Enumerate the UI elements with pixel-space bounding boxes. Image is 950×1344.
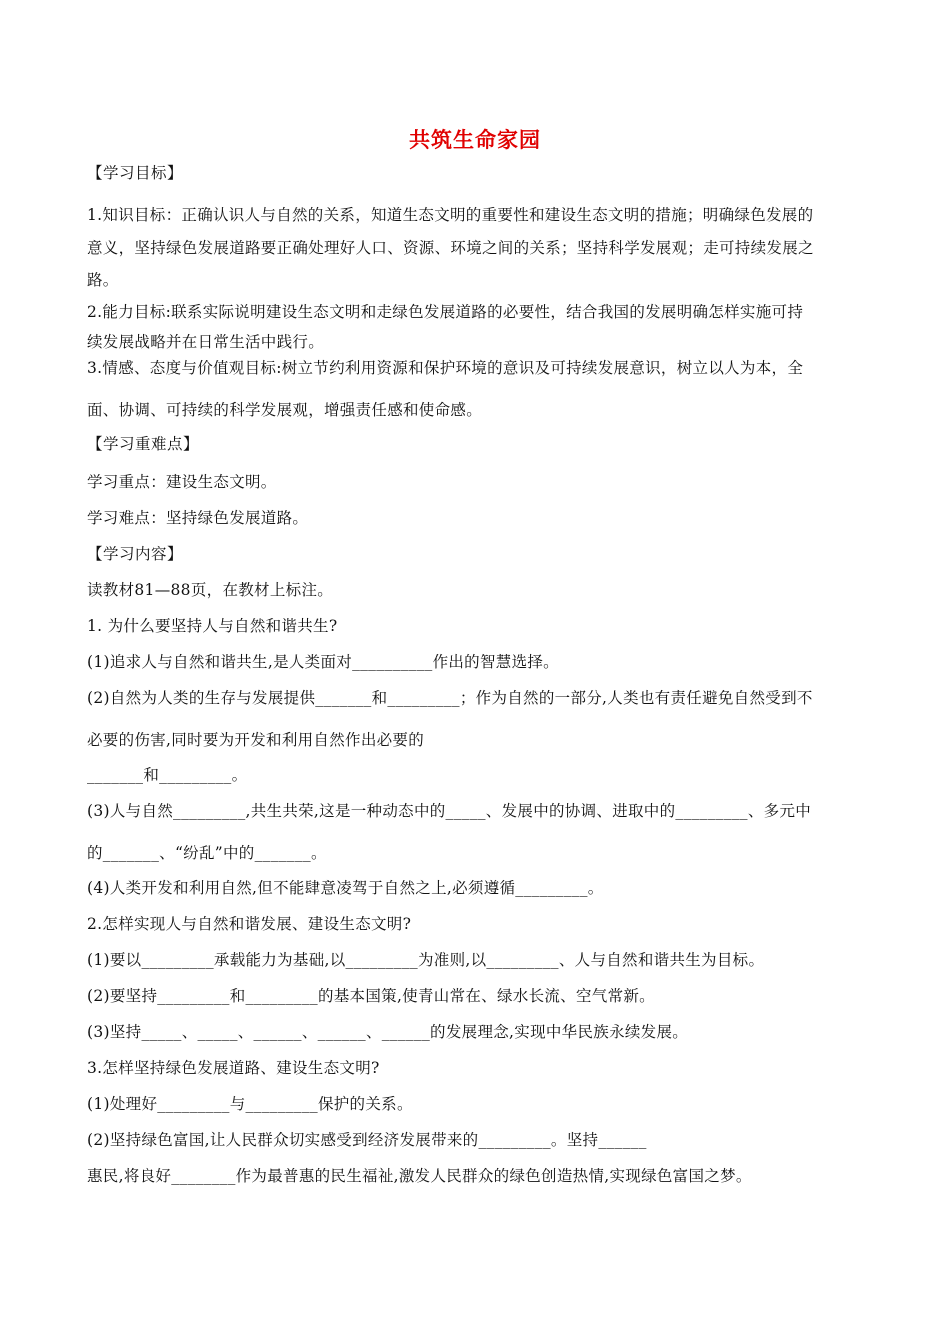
key-difficulty: 学习难点：坚持绿色发展道路。 (87, 509, 309, 527)
question-1: 1. 为什么要坚持人与自然和谐共生? (87, 617, 338, 635)
goals-heading: 【学习目标】 (87, 164, 184, 182)
question-2-item-2: (2)要坚持_________和_________的基本国策,使青山常在、绿水长流、空气常新。 (87, 987, 655, 1005)
page-title: 共筑生命家园 (409, 128, 541, 152)
question-1-item-1: (1)追求人与自然和谐共生,是人类面对__________作出的智慧选择。 (87, 653, 559, 671)
content-heading: 【学习内容】 (87, 545, 184, 563)
ability-goal-line-1: 2.能力目标:联系实际说明建设生态文明和走绿色发展道路的必要性，结合我国的发展明确怎样实施可持 (87, 303, 804, 321)
knowledge-goal-line-3: 路。 (87, 271, 119, 289)
reading-instruction: 读教材81—88页，在教材上标注。 (87, 581, 334, 599)
question-1-item-3-line-2: 的_______、“纷乱”中的_______。 (87, 844, 327, 862)
key-points-heading: 【学习重难点】 (87, 435, 200, 453)
knowledge-goal-line-2: 意义，坚持绿色发展道路要正确处理好人口、资源、环境之间的关系；坚持科学发展观；走可持续发展之 (87, 239, 814, 257)
key-focus: 学习重点：建设生态文明。 (87, 473, 277, 491)
question-2-item-3: (3)坚持_____、_____、______、______、______的发展理念,实现中华民族永续发展。 (87, 1023, 689, 1041)
question-3-item-1: (1)处理好_________与_________保护的关系。 (87, 1095, 413, 1113)
knowledge-goal-line-1: 1.知识目标：正确认识人与自然的关系，知道生态文明的重要性和建设生态文明的措施；明确绿色发展的 (87, 206, 814, 224)
question-1-item-2-line-2: 必要的伤害,同时要为开发和利用自然作出必要的 (87, 731, 425, 749)
question-3-item-2-line-1: (2)坚持绿色富国,让人民群众切实感受到经济发展带来的_________。坚持______ (87, 1131, 647, 1149)
question-1-item-2-line-3: _______和_________。 (87, 766, 248, 784)
emotion-goal-line-1: 3.情感、态度与价值观目标:树立节约利用资源和保护环境的意识及可持续发展意识，树立以人为本，全 (87, 359, 804, 377)
ability-goal-line-2: 续发展战略并在日常生活中践行。 (87, 333, 325, 351)
question-3-item-2-line-2: 惠民,将良好________作为最普惠的民生福祉,激发人民群众的绿色创造热情,实现绿色富国之梦。 (87, 1167, 752, 1185)
question-1-item-4: (4)人类开发和利用自然,但不能肆意凌驾于自然之上,必须遵循_________。 (87, 879, 604, 897)
question-1-item-3-line-1: (3)人与自然_________,共生共荣,这是一种动态中的_____、发展中的协调、进取中的_________、多元中 (87, 802, 812, 820)
question-1-item-2-line-1: (2)自然为人类的生存与发展提供_______和_________；作为自然的一部分,人类也有责任避免自然受到不 (87, 689, 813, 707)
emotion-goal-line-2: 面、协调、可持续的科学发展观，增强责任感和使命感。 (87, 401, 483, 419)
question-2-item-1: (1)要以_________承载能力为基础,以_________为准则,以_________、人与自然和谐共生为目标。 (87, 951, 765, 969)
question-2: 2.怎样实现人与自然和谐发展、建设生态文明? (87, 915, 412, 933)
question-3: 3.怎样坚持绿色发展道路、建设生态文明? (87, 1059, 380, 1077)
